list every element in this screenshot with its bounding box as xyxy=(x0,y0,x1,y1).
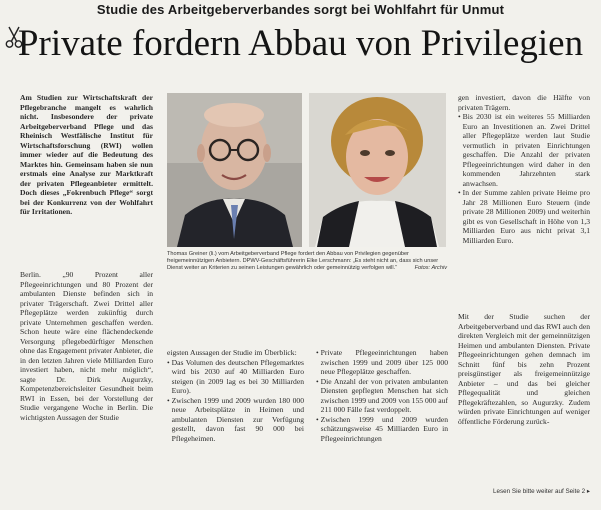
page-title: Private fordern Abbau von Privilegien xyxy=(17,23,584,64)
photo-caption xyxy=(167,251,447,297)
bullet-item: • Die Anzahl der von privaten ambulanten Diensten gepflegten Menschen hat sich zwischen 1999 und 2009 von 155 000 auf 211 000 Fälle fast verdoppelt. xyxy=(316,376,448,414)
bullet-item: • Zwischen 1999 und 2009 wurden 180 000 neue Arbeitsplätze in Heimen und ambulanten Diensten zur Verfügung gestellt, davon fast 90 000 bei Pflegeheimen. xyxy=(167,395,304,443)
body-column-5 xyxy=(458,312,590,492)
body-column-3 xyxy=(316,348,448,466)
bullet-item: • In der Summe zahlen private Heime pro Jahr 28 Millionen Euro Steuern (inde private 28 Millionen 2009) und weiterhin gibt es von Gesellschaft in Höhe von 1,3 Milliarden Euro aus nicht privat 3,1 Milliarden Euro. xyxy=(458,188,590,245)
body-column-4 xyxy=(458,93,590,305)
bullet-item: • Zwischen 1999 und 2009 wurden schätzungsweise 45 Milliarden Euro in Pflegeeinrichtungen xyxy=(316,414,448,443)
body-text-4: gen investiert, davon die Hälfte von privaten Trägern. xyxy=(458,93,590,112)
continue-link[interactable]: Lesen Sie bitte weiter auf Seite 2 ▸ xyxy=(493,488,590,495)
photo-thomas-greiner xyxy=(167,93,302,247)
body-column-2 xyxy=(167,348,304,460)
intro-text: Am Studien zur Wirtschaftskraft der Pflegebranche mangelt es wahrlich nicht. Insbesondere der private Arbeitgeberverband Pflege und das Rheinisch Westfälische Institut für Wirtschaftsforschung (RWI) wollen immer wieder auf die Bedeutung des Marktes hin. Gemeinsam haben sie nun erstmals eine Analyse zur Marktkraft der privaten Pflegeanbieter ermittelt. Doch dieses „Fokrenbuch Pflege“ sorgt bei der Konkurrenz von der Wohlfahrt für Irritationen. xyxy=(20,93,153,216)
body-text-1: Berlin. „90 Prozent aller Pflegeeinrichtungen und 80 Prozent der ambulanten Dienste befinden sich in privater Trägerschaft. Zwei Drittel aller Pflegeplätze werden zukünftig durch private Unternehmen geschaffen werden. Schon heute wäre eine flächendeckende Versorgung pflegebedürftiger Menschen ohne das Engagement privater Anbieter, die in den letzten Jahren viele Milliarden Euro investiert haben, nicht mehr möglich“, sagte Dr. Dirk Augurzky, Kompetenzbereichsleiter Gesundheit beim RWI in Essen, bei der Vorstellung der Studie vergangene Woche in Berlin. Die wichtigsten Aussagen der Studie xyxy=(20,270,153,422)
caption-text: Thomas Greiner (li.) vom Arbeitgeberverband Pflege fordert den Abbau von Privilegien gegenüber freigemeinnützigen Anbietern. DPWV-Geschäftsführerin Elke Lerschmann: „Es steht nicht an, dass sich unser Dienst weiter an Kriterien zu seinen Leistungen gewährlich oder gemeinnützig verfolgen will.“ xyxy=(167,251,439,272)
kicker: Studie des Arbeitgeberverbandes sorgt bei Wohlfahrt für Unmut xyxy=(96,2,505,17)
body-text-2: eigsten Aussagen der Studie im Überblick: xyxy=(167,348,297,357)
body-text-5: Mit der Studie suchen der Arbeitgeberverband und das RWI auch den direkten Vergleich mit der gemeinnützigen Heimen und ambulanten Diensten. Private Pflegeeinrichtungen gehen demnach im Schnitt fünf bis zehn Prozent preisgünstiger als freigemeinnützige Anbieter – und das bei gleicher Pflegequalität und gleichen Pflegekräftezahlen, so Augurzky. Zudem würden private Einrichtungen auf weniger öffentliche Förderung zurück- xyxy=(458,312,590,426)
body-column-1 xyxy=(20,270,153,498)
bullet-item: • Bis 2030 ist ein weiteres 55 Milliarden Euro an Investitionen an. Zwei Drittel aller Pflegeplätze werden laut Studie vermutlich in privaten Einrichtungen geschaffen. Die Anzahl der privaten Pflegeeinrichtungen wird daher in den kommenden Jahrzehnten stark anwachsen. xyxy=(458,112,590,188)
photo-credit: Fotos: Archiv xyxy=(414,265,447,272)
intro-column xyxy=(20,93,153,266)
photo-elke-lerschmann xyxy=(309,93,446,247)
bullet-item: • Private Pflegeeinrichtungen haben zwischen 1999 und 2009 über 125 000 neue Pflegeplätze geschaffen. xyxy=(316,348,448,376)
bullet-item: • Das Volumen des deutschen Pflegemarktes wird bis 2030 auf 40 Milliarden Euro steigen (in 2009 lag es bei 30 Milliarden Euro). xyxy=(167,357,304,395)
